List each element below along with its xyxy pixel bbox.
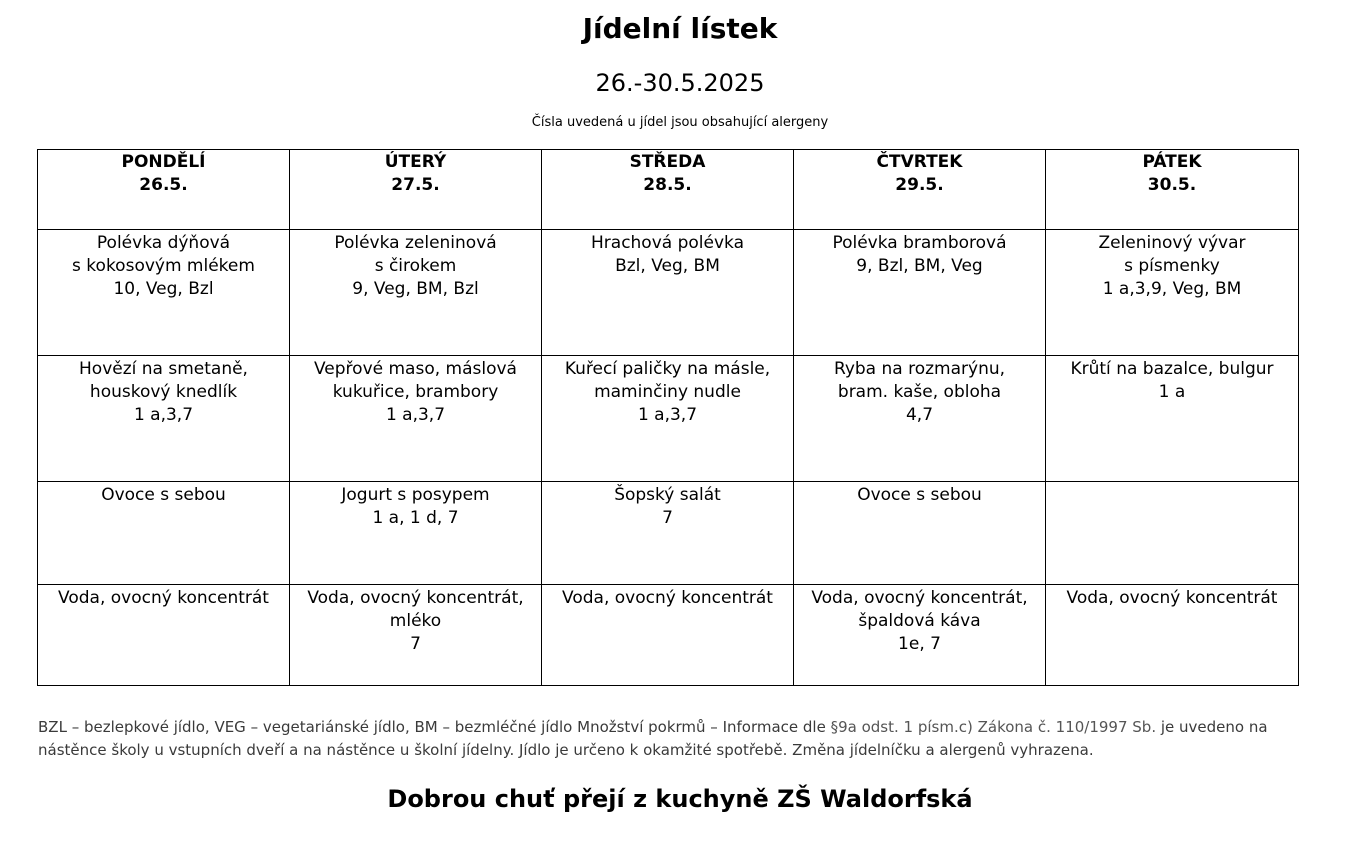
soup-text-line: Polévka zeleninová (334, 233, 497, 253)
main-text-line: kukuřice, brambory (332, 382, 499, 402)
main-text-line: Hovězí na smetaně, (79, 359, 248, 379)
main-cell-day-4 (794, 356, 1046, 482)
main-text-line: Kuřecí paličky na másle, (564, 359, 771, 379)
drink-text-line: Voda, ovocný koncentrát (562, 588, 773, 608)
side-text-line: Jogurt s posypem (341, 485, 490, 505)
drink-cell-day-3 (542, 585, 794, 686)
soup-cell-day-4 (794, 230, 1046, 356)
soup-cell-day-3 (542, 230, 794, 356)
side-cell-day-5 (1046, 482, 1299, 585)
side-cell-day-4 (794, 482, 1046, 585)
drink-cell-day-4 (794, 585, 1046, 686)
main-text-line: houskový knedlík (89, 382, 238, 402)
drink-cell-day-2 (290, 585, 542, 686)
side-text-line: 7 (662, 508, 673, 528)
side-text-line: 1 a, 1 d, 7 (372, 508, 459, 528)
drink-text-line: mléko (389, 611, 442, 631)
soup-text-line: s čirokem (374, 256, 457, 276)
day-date: 26.5. (139, 175, 188, 195)
drink-cell-day-5 (1046, 585, 1299, 686)
soup-text-line: Hrachová polévka (591, 233, 744, 253)
main-text-line: 1 a,3,7 (385, 405, 446, 425)
main-text-line: 1 a,3,7 (133, 405, 194, 425)
soup-text-line: s písmenky (1124, 256, 1220, 276)
soup-text-line: 1 a,3,9, Veg, BM (1102, 279, 1242, 299)
side-dish-row (38, 482, 1299, 585)
main-text-line: Ryba na rozmarýnu, (833, 359, 1006, 379)
side-cell-day-1 (38, 482, 290, 585)
day-header-2 (290, 150, 542, 230)
soup-row (38, 230, 1299, 356)
soup-text-line: 9, Bzl, BM, Veg (856, 256, 983, 276)
soup-cell-day-2 (290, 230, 542, 356)
drink-text-line: Voda, ovocný koncentrát (1066, 588, 1278, 608)
day-header-3 (542, 150, 794, 230)
side-text-line: Ovoce s sebou (101, 485, 226, 505)
day-header-5 (1046, 150, 1299, 230)
soup-text-line: Bzl, Veg, BM (615, 256, 720, 276)
soup-cell-day-5 (1046, 230, 1299, 356)
side-text-line: Ovoce s sebou (857, 485, 982, 505)
main-text-line: Krůtí na bazalce, bulgur (1070, 359, 1274, 379)
main-text-line: 1 a (1158, 382, 1186, 402)
soup-cell-day-1 (38, 230, 290, 356)
day-name: STŘEDA (629, 152, 706, 172)
main-cell-day-3 (542, 356, 794, 482)
footer-note-part1: BZL – bezlepkové jídlo, VEG – vegetariánské jídlo, BM – bezmléčné jídlo Množství pokrmů – Informace dle (38, 718, 831, 736)
drink-text-line: 1e, 7 (898, 634, 941, 654)
menu-table (37, 149, 1299, 686)
day-date: 29.5. (895, 175, 944, 195)
main-cell-day-2 (290, 356, 542, 482)
drink-row (38, 585, 1299, 686)
main-course-row (38, 356, 1299, 482)
side-cell-day-2 (290, 482, 542, 585)
soup-text-line: Polévka dýňová (96, 233, 231, 253)
main-text-line: 4,7 (905, 405, 934, 425)
day-header-row (38, 150, 1299, 230)
date-range: 26.-30.5.2025 (595, 69, 765, 97)
drink-cell-day-1 (38, 585, 290, 686)
footer-note-law-reference: §9a odst. 1 písm.c) Zákona č. 110/1997 Sb. (830, 718, 1157, 736)
closing-greeting: Dobrou chuť přejí z kuchyně ZŠ Waldorfská (387, 785, 973, 813)
drink-text-line: Voda, ovocný koncentrát (58, 588, 269, 608)
main-text-line: maminčiny nudle (594, 382, 741, 402)
allergen-note: Čísla uvedená u jídel jsou obsahující alergeny (531, 115, 829, 130)
page-title: Jídelní lístek (582, 12, 778, 45)
day-name: ČTVRTEK (876, 152, 963, 172)
soup-text-line: 9, Veg, BM, Bzl (352, 279, 479, 299)
side-cell-day-3 (542, 482, 794, 585)
day-name: ÚTERÝ (384, 152, 447, 172)
soup-text-line: Zeleninový vývar (1098, 233, 1246, 253)
drink-text-line: 7 (410, 634, 421, 654)
main-text-line: bram. kaše, obloha (837, 382, 1002, 402)
footer-note-part3: je uvedeno na nástěnce školy u vstupních dveří a na nástěnce u školní jídelny. Jídlo je určeno k okamžité spotřebě. Změna jídelníčku a alergenů vyhrazena. (38, 718, 1268, 759)
soup-text-line: s kokosovým mlékem (72, 256, 255, 276)
drink-text-line: Voda, ovocný koncentrát, (307, 588, 524, 608)
day-name: PÁTEK (1142, 152, 1202, 172)
soup-text-line: Polévka bramborová (832, 233, 1007, 253)
day-date: 30.5. (1147, 175, 1197, 195)
soup-text-line: 10, Veg, Bzl (113, 279, 214, 299)
main-text-line: Vepřové maso, máslová (314, 359, 517, 379)
day-header-1 (38, 150, 290, 230)
main-cell-day-1 (38, 356, 290, 482)
day-date: 27.5. (391, 175, 440, 195)
main-cell-day-5 (1046, 356, 1299, 482)
day-header-4 (794, 150, 1046, 230)
drink-text-line: Voda, ovocný koncentrát, (811, 588, 1028, 608)
day-date: 28.5. (643, 175, 692, 195)
drink-text-line: špaldová káva (858, 611, 981, 631)
footer-note (38, 716, 1308, 762)
day-name: PONDĚLÍ (121, 152, 206, 172)
side-text-line: Šopský salát (614, 485, 721, 505)
main-text-line: 1 a,3,7 (637, 405, 698, 425)
